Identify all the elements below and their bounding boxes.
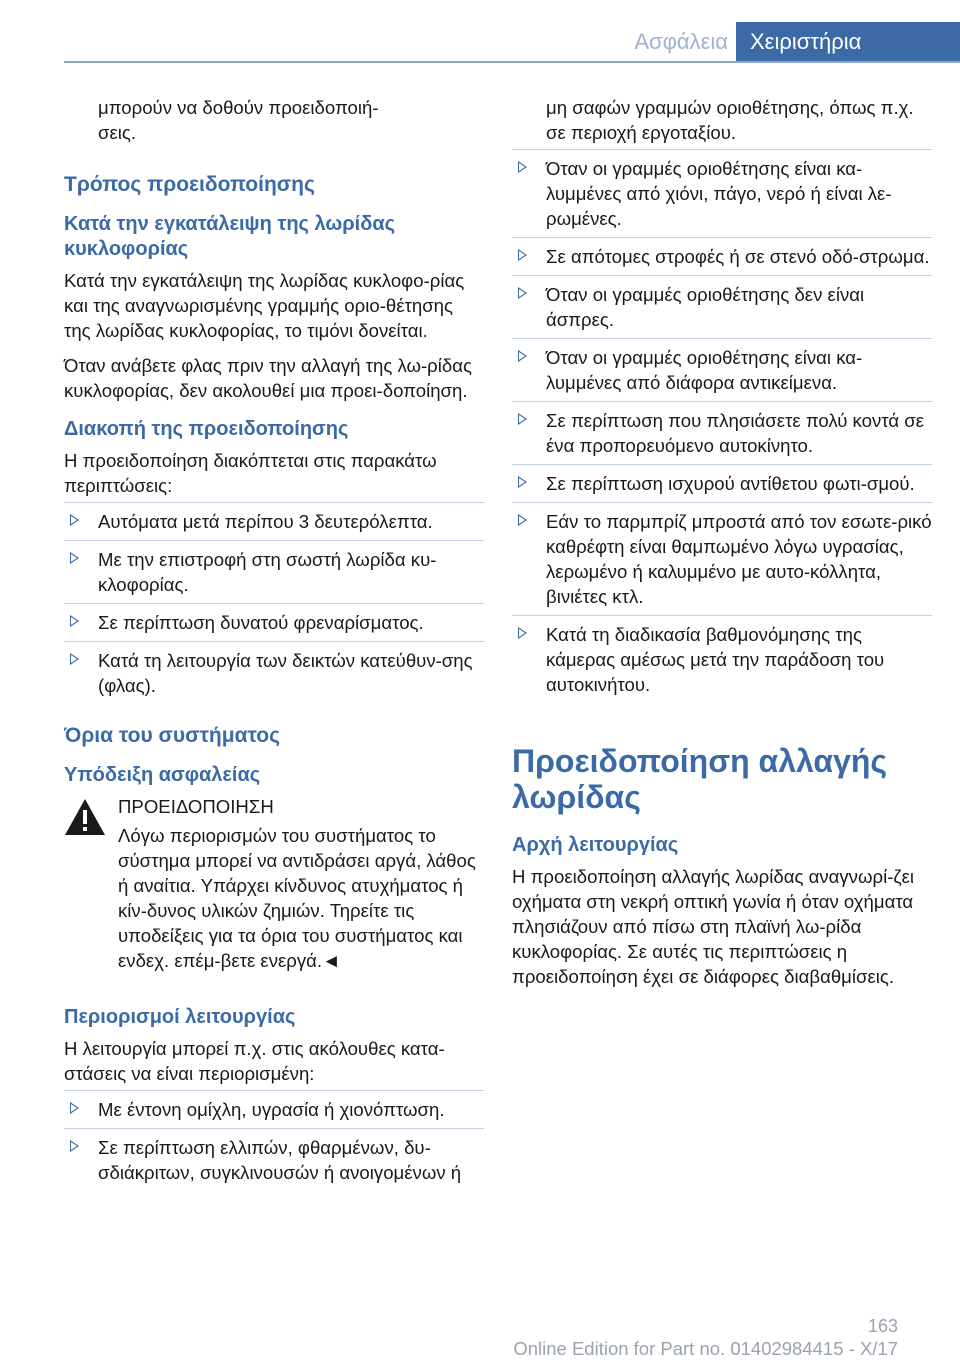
heading-lane-change-warning: Προειδοποίηση αλλαγής λωρίδας: [512, 743, 888, 815]
bullet-triangle-icon: [518, 514, 527, 526]
paragraph-restrictions: Η λειτουργία μπορεί π.χ. στις ακόλουθες κατα-στάσεις να είναι περιορισμένη:: [64, 1038, 445, 1084]
warning-body-text: Λόγω περιορισμών του συστήματος το σύστημα μπορεί να αντιδράσει αργά, λάθος ή αναίτια. Υπάρχει κίνδυνος ατυχήματος ή κίν-δυνος υλικών ζημιών. Τηρείτε τις υποδείξεις για τα όρια του συστήματος και ενδεχ. επέμ-βετε ενεργά.◄: [118, 825, 476, 971]
list-item-text: Κατά τη λειτουργία των δεικτών κατεύθυν-σης (φλας).: [98, 650, 473, 696]
intro-text: μπορούν να δοθούν προειδοποιή- σεις.: [98, 97, 379, 143]
list-item: [64, 641, 484, 704]
bullet-triangle-icon: [70, 615, 79, 627]
bullet-triangle-icon: [518, 627, 527, 639]
warning-title: ΠΡΟΕΙΔΟΠΟΙΗΣΗ: [118, 796, 274, 817]
list-item-text: Με την επιστροφή στη σωστή λωρίδα κυ-κλοφορίας.: [98, 549, 437, 595]
bullet-triangle-icon: [70, 1102, 79, 1114]
header-rule: [64, 61, 960, 63]
list-item: [64, 1090, 484, 1128]
list-item: [64, 502, 484, 540]
heading-safety: Υπόδειξη ασφαλείας: [64, 764, 261, 786]
list-item: [64, 603, 484, 641]
list-item: [512, 615, 932, 703]
restriction-list-continued: [512, 149, 932, 703]
list-item: [512, 338, 932, 401]
paragraph-leaving-1: Κατά την εγκατάλειψη της λωρίδας κυκλοφο-ρίας και της αναγνωρισμένης γραμμής οριο-θέτησης της λωρίδας κυκλοφορίας, το τιμόνι δονείται.: [64, 270, 465, 341]
bullet-triangle-icon: [70, 1140, 79, 1152]
tab-safety[interactable]: Ασφάλεια: [634, 29, 728, 54]
warning-body: [64, 823, 484, 973]
bullet-triangle-icon: [70, 552, 79, 564]
heading-restrictions: Περιορισμοί λειτουργίας: [64, 1006, 296, 1028]
bullet-triangle-icon: [70, 653, 79, 665]
bullet-triangle-icon: [70, 514, 79, 526]
tab-controls[interactable]: Χειριστήρια: [736, 22, 960, 62]
bullet-triangle-icon: [518, 476, 527, 488]
bullet-triangle-icon: [518, 161, 527, 173]
list-item-text: Σε περίπτωση δυνατού φρεναρίσματος.: [98, 612, 424, 633]
bullet-triangle-icon: [518, 287, 527, 299]
heading-leaving-lane: Κατά την εγκατάλειψη της λωρίδας κυκλοφορίας: [64, 213, 396, 260]
list-item: [512, 502, 932, 615]
bullet-triangle-icon: [518, 249, 527, 261]
edition-text: Online Edition for Part no. 01402984415 - X/17: [513, 1338, 898, 1359]
page-number: 163: [867, 1316, 898, 1336]
list-item-text: Όταν οι γραμμές οριοθέτησης είναι κα-λυμμένες από διάφορα αντικείμενα.: [546, 347, 863, 393]
list-item-text: Σε απότομες στροφές ή σε στενό οδό-στρωμα.: [546, 246, 930, 267]
list-item-text: Σε περίπτωση ελλιπών, φθαρμένων, δυ-σδιάκριτων, συγκλινουσών ή ανοιγομένων ή: [98, 1137, 462, 1183]
list-item-text: Όταν οι γραμμές οριοθέτησης δεν είναι άσπρες.: [546, 284, 865, 330]
bullet-triangle-icon: [518, 413, 527, 425]
list-item: [512, 237, 932, 275]
bullet-triangle-icon: [518, 350, 527, 362]
list-item: [512, 149, 932, 237]
list-item: [512, 401, 932, 464]
continuation-text: μη σαφών γραμμών οριοθέτησης, όπως π.χ. σε περιοχή εργοταξίου.: [546, 97, 914, 143]
interrupt-list: [64, 502, 484, 704]
list-item-text: Όταν οι γραμμές οριοθέτησης είναι κα-λυμμένες από χιόνι, πάγο, νερό ή είναι λε-ρωμένες.: [546, 158, 892, 229]
heading-principle: Αρχή λειτουργίας: [512, 834, 679, 856]
left-column: [64, 95, 484, 1199]
list-item: [512, 464, 932, 502]
heading-interrupt: Διακοπή της προειδοποίησης: [64, 418, 349, 440]
restriction-list: [64, 1090, 484, 1191]
heading-warning-mode: Τρόπος προειδοποίησης: [64, 173, 315, 196]
heading-limits: Όρια του συστήματος: [64, 724, 281, 747]
list-item-text: Σε περίπτωση ισχυρού αντίθετου φωτι-σμού.: [546, 473, 915, 494]
list-item-text: Αυτόματα μετά περίπου 3 δευτερόλεπτα.: [98, 511, 433, 532]
list-item-text: Σε περίπτωση που πλησιάσετε πολύ κοντά σε ένα προπορευόμενο αυτοκίνητο.: [546, 410, 925, 456]
right-column: [512, 95, 932, 999]
warning-box: [64, 794, 484, 973]
list-item: [64, 1128, 484, 1191]
list-item: [64, 540, 484, 603]
paragraph-leaving-2: Όταν ανάβετε φλας πριν την αλλαγή της λω-ρίδας κυκλοφορίας, δεν ακολουθεί μια προει-δοποίηση.: [64, 355, 472, 401]
warning-triangle-icon: [64, 798, 106, 836]
list-item-text: Εάν το παρμπρίζ μπροστά από τον εσωτε-ρικό καθρέφτη είναι θαμπωμένο λόγω υγρασίας, λερωμένο ή καλυμμένο με αυτο-κόλλητα, βινιέτες κτλ.: [546, 511, 932, 607]
list-item-text: Κατά τη διαδικασία βαθμονόμησης της κάμερας αμέσως μετά την παράδοση του αυτοκινήτου.: [546, 624, 885, 695]
paragraph-interrupt: Η προειδοποίηση διακόπτεται στις παρακάτω περιπτώσεις:: [64, 450, 437, 496]
paragraph-principle: Η προειδοποίηση αλλαγής λωρίδας αναγνωρί-ζει οχήματα στη νεκρή οπτική γωνία ή όταν οχήματα πλησιάζουν από πίσω στη πλαϊνή λω-ρίδα κυκλοφορίας. Σε αυτές τις περιπτώσεις η προειδοποίηση έχει σε διάφορες διαβαθμίσεις.: [512, 866, 915, 987]
list-item: [512, 275, 932, 338]
list-item-text: Με έντονη ομίχλη, υγρασία ή χιονόπτωση.: [98, 1099, 445, 1120]
